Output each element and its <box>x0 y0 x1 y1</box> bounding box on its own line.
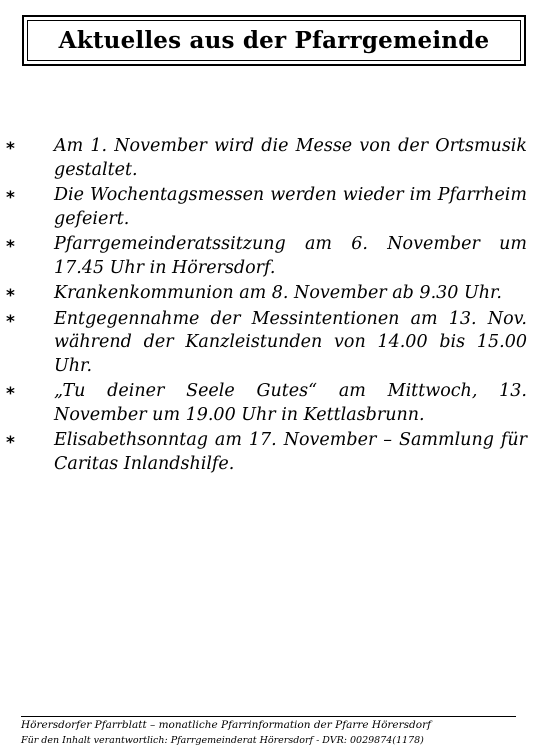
list-item-text: Pfarrgemeinderatssitzung am 6. November um 17.45 Uhr in Hörersdorf. <box>54 234 527 278</box>
bullet-marker: * <box>6 311 15 332</box>
title-box-inner <box>27 20 521 61</box>
title-box <box>22 15 526 66</box>
list-item-text: „Tu deiner Seele Gutes“ am Mittwoch, 13. November um 19.00 Uhr in Kettlasbrunn. <box>54 381 527 425</box>
list-item-text: Entgegennahme der Messintentionen am 13. Nov. während der Kanzleistunden von 14.00 bis 15.00 Uhr. <box>54 308 527 376</box>
list-item <box>0 282 539 306</box>
bullet-marker: * <box>6 384 15 404</box>
footer-divider <box>21 716 516 717</box>
footer-publication-line: Hörersdorfer Pfarrblatt – monatliche Pfarrinformation der Pfarre Hörersdorf <box>21 719 431 731</box>
announcement-list <box>0 135 539 478</box>
list-item-text: Die Wochentagsmessen werden wieder im Pfarrheim gefeiert. <box>54 185 527 229</box>
list-item <box>0 233 539 280</box>
list-item <box>0 380 539 427</box>
bullet-marker: * <box>6 139 15 159</box>
list-item <box>0 184 539 231</box>
list-item-text: Am 1. November wird die Messe von der Ortsmusik gestaltet. <box>54 136 527 180</box>
bullet-marker: * <box>6 237 15 257</box>
bullet-marker: * <box>6 433 15 453</box>
bullet-marker: * <box>6 286 15 306</box>
footer-responsibility-line: Für den Inhalt verantwortlich: Pfarrgemeinderat Hörersdorf - DVR: 0029874(1178) <box>21 735 424 746</box>
list-item-text: Krankenkommunion am 8. November ab 9.30 Uhr. <box>54 283 502 303</box>
bullet-marker: * <box>6 188 15 208</box>
list-item <box>0 135 539 182</box>
list-item <box>0 429 539 476</box>
page-title: Aktuelles aus der Pfarrgemeinde <box>58 27 490 54</box>
list-item-text: Elisabethsonntag am 17. November – Sammlung für Caritas Inlandshilfe. <box>54 430 527 474</box>
list-item <box>0 308 539 379</box>
